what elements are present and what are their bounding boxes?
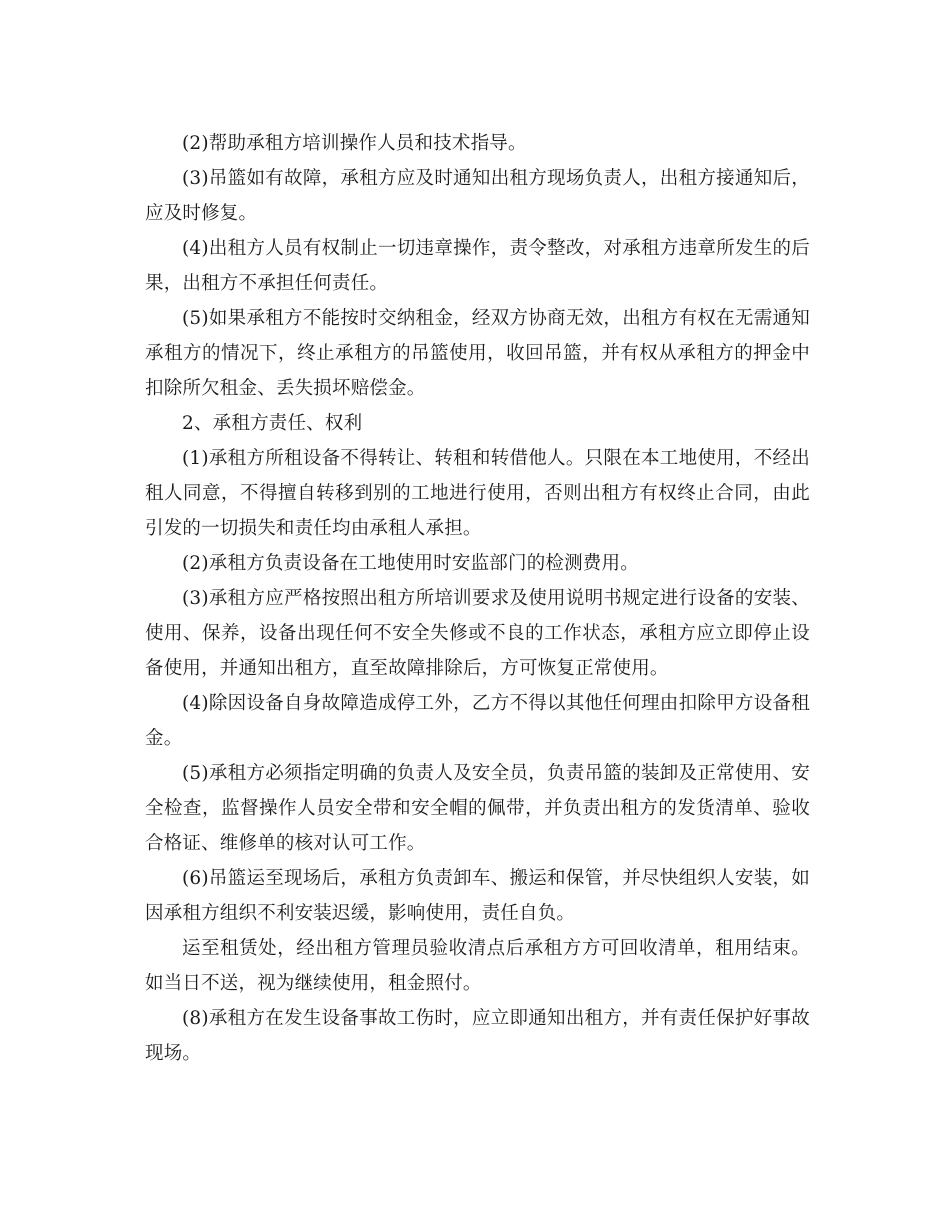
paragraph-lessee-no-transfer: (1)承租方所租设备不得转让、转租和转借他人。只限在本工地使用，不经出租人同意，不得擅自转移到别的工地进行使用，否则出租方有权终止合同，由此引发的一切损失和责任均由承租人承担。 — [145, 448, 810, 539]
paragraph-lessee-rent-deduction: (4)除因设备自身故障造成停工外，乙方不得以其他任何理由扣除甲方设备租金。 — [145, 693, 810, 749]
paragraph-lessee-return: 运至租赁处，经出租方管理员验收清点后承租方方可回收清单，租用结束。如当日不送，视为继续使用，租金照付。 — [145, 938, 810, 994]
paragraph-lessee-operation: (3)承租方应严格按照出租方所培训要求及使用说明书规定进行设备的安装、使用、保养，设备出现任何不安全失修或不良的工作状态，承租方应立即停止设备使用，并通知出租方，直至故障排除后，方可恢复正常使用。 — [145, 588, 810, 679]
paragraph-lessee-safety-officer: (5)承租方必须指定明确的负责人及安全员，负责吊篮的装卸及正常使用、安全检查，监督操作人员安全带和安全帽的佩带，并负责出租方的发货清单、验收合格证、维修单的核对认可工作。 — [145, 763, 810, 854]
paragraph-lessor-repair: (3)吊篮如有故障，承租方应及时通知出租方现场负责人，出租方接通知后，应及时修复。 — [145, 168, 810, 224]
paragraph-lessee-accident: (8)承租方在发生设备事故工伤时，应立即通知出租方，并有责任保护好事故现场。 — [145, 1008, 810, 1064]
paragraph-lessor-stop-violations: (4)出租方人员有权制止一切违章操作，责令整改，对承租方违章所发生的后果，出租方不承担任何责任。 — [145, 238, 810, 294]
paragraph-lessor-training: (2)帮助承租方培训操作人员和技术指导。 — [182, 133, 527, 154]
paragraph-lessee-inspection-fee: (2)承租方负责设备在工地使用时安监部门的检测费用。 — [182, 553, 639, 574]
section-heading-lessee-responsibilities: 2、承租方责任、权利 — [182, 413, 363, 434]
paragraph-lessee-unloading: (6)吊篮运至现场后，承租方负责卸车、搬运和保管，并尽快组织人安装，如因承租方组织不利安装迟缓，影响使用，责任自负。 — [145, 868, 810, 924]
document-body — [145, 126, 810, 1071]
paragraph-lessor-terminate: (5)如果承租方不能按时交纳租金，经双方协商无效，出租方有权在无需通知承租方的情况下，终止承租方的吊篮使用，收回吊篮，并有权从承租方的押金中扣除所欠租金、丢失损坏赔偿金。 — [145, 308, 810, 399]
